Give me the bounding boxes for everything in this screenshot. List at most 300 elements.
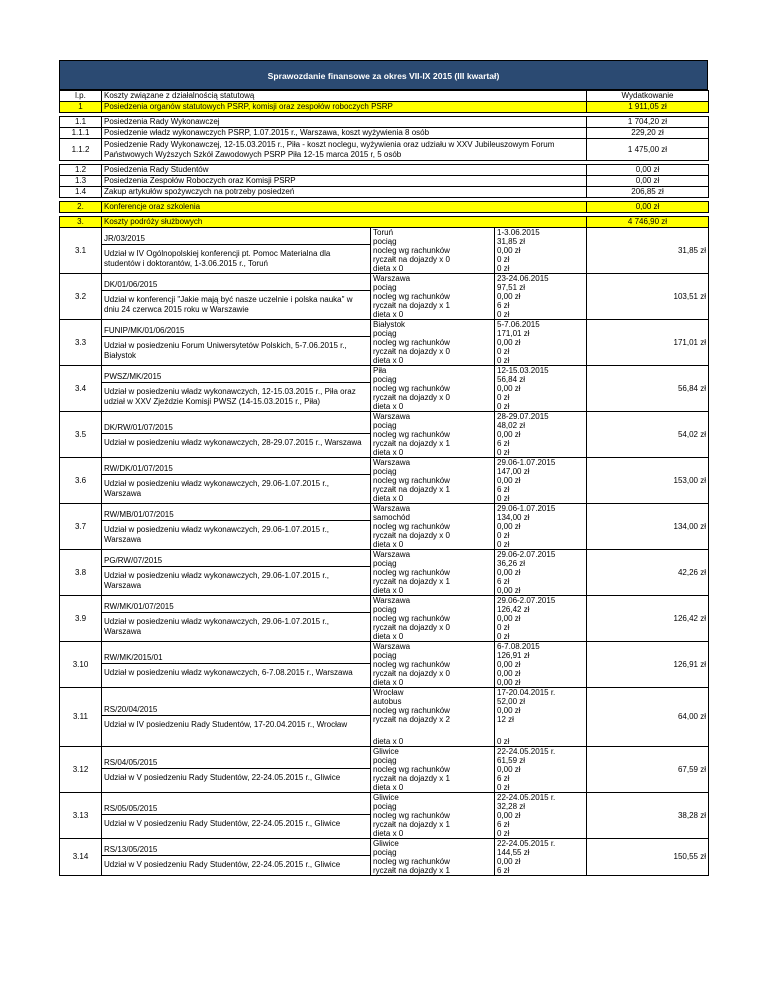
trip-values	[495, 504, 587, 550]
trip-value: 0 zł	[497, 393, 510, 402]
trip-row	[60, 320, 709, 366]
trip-items	[371, 504, 495, 550]
row-lp: 1.3	[60, 176, 102, 187]
trip-item: Gliwice	[373, 839, 399, 848]
trip-value: 6 zł	[497, 577, 510, 586]
trip-desc-text: Udział w posiedzeniu władz wykonawczych, 12-15.03.2015 r., Piła oraz udział w XXV Zjeździe Komisji PWSZ (14-15.03.2015 r., Piła)	[104, 386, 356, 406]
trip-description	[102, 504, 371, 550]
trip-desc-text: Udział w V posiedzeniu Rady Studentów, 22-24.05.2015 r., Gliwice	[104, 772, 341, 782]
trip-item: nocleg wg rachunków	[373, 384, 450, 393]
row-description	[102, 117, 587, 128]
trip-value: 0,00 zł	[497, 476, 521, 485]
trip-code: RS/20/04/2015	[102, 704, 370, 716]
row-amount: 1 475,00 zł	[587, 139, 709, 161]
trip-item: ryczałt na dojazdy x 0	[373, 347, 450, 356]
trip-total: 126,91 zł	[587, 642, 709, 688]
trip-row	[60, 412, 709, 458]
trip-item: dieta x 0	[373, 264, 404, 273]
trip-item: Piła	[373, 366, 387, 375]
trip-value: 0,00 zł	[497, 811, 521, 820]
trip-description	[102, 366, 371, 412]
trip-values	[495, 747, 587, 793]
trip-values	[495, 458, 587, 504]
trip-items	[371, 228, 495, 274]
row-description	[102, 217, 587, 228]
trip-items	[371, 458, 495, 504]
trip-lp: 3.2	[60, 274, 102, 320]
row-text: Posiedzenia Rady Wykonawczej	[104, 117, 220, 126]
trip-description	[102, 839, 371, 876]
section-row	[60, 102, 709, 113]
trip-desc-text: Udział w IV posiedzeniu Rady Studentów, 17-20.04.2015 r., Wrocław	[104, 720, 348, 729]
trip-item: ryczałt na dojazdy x 1	[373, 485, 450, 494]
trip-total: 38,28 zł	[587, 793, 709, 839]
row-lp: 1.4	[60, 187, 102, 198]
trip-item: pociąg	[373, 651, 397, 660]
row-lp: 1.1	[60, 117, 102, 128]
trip-description	[102, 793, 371, 839]
trip-value: 17-20.04.2015 r.	[497, 688, 556, 697]
trip-code: RS/05/05/2015	[102, 803, 370, 815]
trip-code: PG/RW/07/2015	[102, 555, 370, 567]
trip-value: 0 zł	[497, 494, 510, 503]
trip-total: 56,84 zł	[587, 366, 709, 412]
trip-desc-text: Udział w V posiedzeniu Rady Studentów, 22-24.05.2015 r., Gliwice	[104, 860, 341, 869]
trip-value: 56,84 zł	[497, 375, 526, 384]
trip-value: 0,00 zł	[497, 614, 521, 623]
row-amount: 0,00 zł	[587, 202, 709, 213]
trip-value: 0 zł	[497, 255, 510, 264]
section-row	[60, 117, 709, 128]
trip-description	[102, 688, 371, 747]
trip-values	[495, 228, 587, 274]
trip-row	[60, 642, 709, 688]
trip-value: 29.06-2.07.2015	[497, 550, 556, 559]
trip-item: samochód	[373, 513, 410, 522]
trip-item: dieta x 0	[373, 356, 404, 365]
row-description	[102, 102, 587, 113]
trip-total: 31,85 zł	[587, 228, 709, 274]
trip-total: 134,00 zł	[587, 504, 709, 550]
trip-description	[102, 747, 371, 793]
trip-item: ryczałt na dojazdy x 1	[373, 774, 450, 783]
trip-value: 5-7.06.2015	[497, 320, 540, 329]
row-description	[102, 165, 587, 176]
row-amount: 229,20 zł	[587, 128, 709, 139]
trip-value: 97,51 zł	[497, 283, 526, 292]
trip-total: 54,02 zł	[587, 412, 709, 458]
trip-code: DK/RW/01/07/2015	[102, 422, 370, 434]
row-lp: 2.	[60, 202, 102, 213]
row-text: Zakup artykułów spożywczych na potrzeby posiedzeń	[104, 187, 295, 196]
row-amount: 1 704,20 zł	[587, 117, 709, 128]
trip-value	[495, 724, 586, 737]
row-lp: 1.1.2	[60, 139, 102, 161]
trip-row	[60, 688, 709, 747]
trip-value: 28-29.07.2015	[497, 412, 549, 421]
trip-item: ryczałt na dojazdy x 1	[373, 439, 450, 448]
trip-items	[371, 839, 495, 876]
row-text: Posiedzenia Zespołów Roboczych oraz Komisji PSRP	[104, 176, 296, 185]
trip-value: 0,00 zł	[497, 660, 521, 669]
trip-row	[60, 228, 709, 274]
trip-description	[102, 274, 371, 320]
trip-description	[102, 412, 371, 458]
trip-value: 0,00 zł	[497, 706, 521, 715]
trip-item: Gliwice	[373, 747, 399, 756]
trip-code: RS/04/05/2015	[102, 757, 370, 769]
trip-value: 0,00 zł	[497, 338, 521, 347]
trip-item: dieta x 0	[373, 678, 404, 687]
trip-total: 103,51 zł	[587, 274, 709, 320]
trip-item: nocleg wg rachunków	[373, 292, 450, 301]
trip-item: ryczałt na dojazdy x 1	[373, 301, 450, 310]
row-amount: 1 911,05 zł	[587, 102, 709, 113]
trip-value: 6 zł	[497, 439, 510, 448]
trip-desc-text: Udział w posiedzeniu władz wykonawczych, 29.06-1.07.2015 r., Warszawa	[104, 570, 330, 590]
trip-item: pociąg	[373, 467, 397, 476]
trip-value: 6 zł	[497, 866, 510, 875]
trip-item: ryczałt na dojazdy x 0	[373, 393, 450, 402]
trip-lp: 3.12	[60, 747, 102, 793]
trip-item: nocleg wg rachunków	[373, 568, 450, 577]
trip-total: 126,42 zł	[587, 596, 709, 642]
trip-value: 0,00 zł	[497, 568, 521, 577]
trip-item: dieta x 0	[373, 829, 404, 838]
trip-value: 0,00 zł	[497, 857, 521, 866]
trip-item: Warszawa	[373, 504, 411, 513]
trip-value: 36,26 zł	[497, 559, 526, 568]
trip-item: dieta x 0	[373, 586, 404, 595]
trip-value: 0 zł	[497, 540, 510, 549]
row-description	[102, 176, 587, 187]
trip-code: RW/MK/2015/01	[102, 652, 370, 664]
trip-value: 29.06-1.07.2015	[497, 504, 556, 513]
trip-value: 6 zł	[497, 301, 510, 310]
trip-value: 0,00 zł	[497, 384, 521, 393]
trip-code: PWSZ/MK/2015	[102, 371, 370, 383]
trip-values	[495, 688, 587, 747]
trip-desc-text: Udział w konferencji "Jakie mają być nasze uczelnie i polska nauka" w dniu 24 czerwca 2015 roku w Warszawie	[104, 294, 353, 314]
row-amount: 206,85 zł	[587, 187, 709, 198]
trip-value: 12-15.03.2015	[497, 366, 549, 375]
trip-code: JR/03/2015	[102, 233, 370, 245]
section-row	[60, 165, 709, 176]
trip-description	[102, 550, 371, 596]
trip-value: 171,01 zł	[497, 329, 530, 338]
row-lp: 1.2	[60, 165, 102, 176]
trip-value: 61,59 zł	[497, 756, 526, 765]
trip-item: Warszawa	[373, 642, 411, 651]
trip-code: RW/MB/01/07/2015	[102, 509, 370, 521]
row-text-cont: Państwowych Wyższych Szkół Zawodowych PSRP Piła 12-15 marca 2015 r, 5 osób	[104, 149, 402, 159]
trip-item: pociąg	[373, 848, 397, 857]
trip-item: pociąg	[373, 283, 397, 292]
trip-lp: 3.5	[60, 412, 102, 458]
trip-item: dieta x 0	[373, 540, 404, 549]
trip-item: Warszawa	[373, 412, 411, 421]
trip-items	[371, 320, 495, 366]
trip-item: Warszawa	[373, 458, 411, 467]
trip-values	[495, 596, 587, 642]
trip-row	[60, 504, 709, 550]
section-row	[60, 217, 709, 228]
row-description	[102, 139, 587, 161]
trip-item: nocleg wg rachunków	[373, 430, 450, 439]
trip-lp: 3.9	[60, 596, 102, 642]
row-lp: 1	[60, 102, 102, 113]
section-row	[60, 187, 709, 198]
row-amount: 4 746,90 zł	[587, 217, 709, 228]
financial-report-sheet	[59, 60, 708, 876]
trip-value: 1-3.06.2015	[497, 228, 540, 237]
trip-value: 0 zł	[497, 623, 510, 632]
trip-lp: 3.7	[60, 504, 102, 550]
trip-values	[495, 320, 587, 366]
trip-value: 126,91 zł	[497, 651, 530, 660]
section-row	[60, 139, 709, 161]
row-text: Konferencje oraz szkolenia	[104, 202, 201, 211]
trip-value: 144,55 zł	[497, 848, 530, 857]
trip-row	[60, 366, 709, 412]
trip-item: pociąg	[373, 421, 397, 430]
trip-value: 12 zł	[497, 715, 514, 724]
trip-item: ryczałt na dojazdy x 1	[373, 866, 450, 875]
trip-item: pociąg	[373, 237, 397, 246]
trip-desc-text: Udział w posiedzeniu władz wykonawczych, 29.06-1.07.2015 r., Warszawa	[104, 524, 330, 544]
trip-value: 0 zł	[497, 347, 510, 356]
row-text: Posiedzenia organów statutowych PSRP, komisji oraz zespołów roboczych PSRP	[104, 102, 393, 111]
lp-header: l.p.	[60, 91, 102, 102]
trip-item: nocleg wg rachunków	[373, 246, 450, 255]
report-table	[59, 90, 709, 876]
trip-lp: 3.8	[60, 550, 102, 596]
trip-value: 0,00 zł	[497, 430, 521, 439]
trip-item: dieta x 0	[373, 737, 404, 746]
trip-value: 6 zł	[497, 820, 510, 829]
trip-items	[371, 596, 495, 642]
costs-header: Koszty związane z działalnością statutową	[102, 91, 587, 102]
trip-value: 52,00 zł	[497, 697, 526, 706]
trip-value: 0 zł	[497, 356, 510, 365]
trip-value: 126,42 zł	[497, 605, 530, 614]
trip-desc-text: Udział w posiedzeniu Forum Uniwersytetów Polskich, 5-7.06.2015 r., Białystok	[104, 340, 347, 360]
trip-desc-text: Udział w posiedzeniu władz wykonawczych, 29.06-1.07.2015 r., Warszawa	[104, 616, 330, 636]
trip-value: 0 zł	[497, 632, 510, 641]
trip-value: 0 zł	[497, 402, 510, 411]
trip-values	[495, 366, 587, 412]
trip-item: ryczałt na dojazdy x 1	[373, 577, 450, 586]
trip-item: ryczałt na dojazdy x 2	[373, 715, 450, 724]
trip-lp: 3.1	[60, 228, 102, 274]
trip-item	[371, 724, 494, 737]
trip-row	[60, 793, 709, 839]
section-row	[60, 202, 709, 213]
trip-desc-text: Udział w V posiedzeniu Rady Studentów, 22-24.05.2015 r., Gliwice	[104, 818, 341, 828]
trip-item: Białystok	[373, 320, 406, 329]
trip-value: 22-24.05.2015 r.	[497, 793, 556, 802]
row-description	[102, 128, 587, 139]
trip-lp: 3.10	[60, 642, 102, 688]
trip-item: ryczałt na dojazdy x 0	[373, 623, 450, 632]
trip-value: 22-24.05.2015 r.	[497, 747, 556, 756]
trip-value: 0 zł	[497, 829, 510, 838]
trip-item: Warszawa	[373, 596, 411, 605]
trip-item: Wrocław	[373, 688, 404, 697]
report-title: Sprawozdanie finansowe za okres VII-IX 2015 (III kwartał)	[59, 60, 708, 90]
trip-total: 171,01 zł	[587, 320, 709, 366]
trip-items	[371, 366, 495, 412]
trip-row	[60, 550, 709, 596]
trip-items	[371, 412, 495, 458]
trip-value: 0 zł	[497, 310, 510, 319]
row-text: Posiedzenie Rady Wykonawczej, 12-15.03.2015 r., Piła - koszt noclegu, wyżywienia oraz udziału w XXV Jubileuszowym Forum	[104, 139, 555, 149]
row-text: Posiedzenia Rady Studentów	[104, 165, 209, 174]
trip-value: 0,00 zł	[497, 669, 521, 678]
trip-lp: 3.6	[60, 458, 102, 504]
row-text: Koszty podróży służbowych	[104, 217, 203, 226]
trip-item: ryczałt na dojazdy x 1	[373, 820, 450, 829]
trip-items	[371, 747, 495, 793]
trip-value: 23-24.06.2015	[497, 274, 549, 283]
trip-lp: 3.14	[60, 839, 102, 876]
row-text: Posiedzenie władz wykonawczych PSRP, 1.07.2015 r., Warszawa, koszt wyżywienia 8 osób	[104, 128, 430, 137]
trip-item: pociąg	[373, 605, 397, 614]
trip-value: 0,00 zł	[497, 522, 521, 531]
trip-item: dieta x 0	[373, 310, 404, 319]
trip-item: nocleg wg rachunków	[373, 338, 450, 347]
trip-item: dieta x 0	[373, 494, 404, 503]
trip-value: 147,00 zł	[497, 467, 530, 476]
row-lp: 3.	[60, 217, 102, 228]
row-description	[102, 187, 587, 198]
row-description	[102, 202, 587, 213]
trip-item: ryczałt na dojazdy x 0	[373, 255, 450, 264]
trip-value: 0 zł	[497, 531, 510, 540]
trip-description	[102, 458, 371, 504]
trip-item: nocleg wg rachunków	[373, 476, 450, 485]
trip-item: nocleg wg rachunków	[373, 811, 450, 820]
trip-values	[495, 793, 587, 839]
row-amount: 0,00 zł	[587, 176, 709, 187]
trip-total: 153,00 zł	[587, 458, 709, 504]
trip-row	[60, 596, 709, 642]
trip-item: nocleg wg rachunków	[373, 857, 450, 866]
trip-row	[60, 274, 709, 320]
trip-lp: 3.3	[60, 320, 102, 366]
trip-lp: 3.11	[60, 688, 102, 747]
trip-item: nocleg wg rachunków	[373, 706, 450, 715]
trip-item: Warszawa	[373, 550, 411, 559]
trip-item: nocleg wg rachunków	[373, 522, 450, 531]
trip-value: 134,00 zł	[497, 513, 530, 522]
trip-code: DK/01/06/2015	[102, 279, 370, 291]
trip-total: 67,59 zł	[587, 747, 709, 793]
trip-desc-text: Udział w posiedzeniu władz wykonawczych, 29.06-1.07.2015 r., Warszawa	[104, 478, 330, 498]
trip-code: RW/MK/01/07/2015	[102, 601, 370, 613]
trip-value: 0,00 zł	[497, 678, 521, 687]
trip-desc-text: Udział w posiedzeniu władz wykonawczych, 6-7.08.2015 r., Warszawa	[104, 667, 353, 677]
trip-item: pociąg	[373, 756, 397, 765]
trip-value: 0 zł	[497, 448, 510, 457]
trip-item: dieta x 0	[373, 402, 404, 411]
row-lp: 1.1.1	[60, 128, 102, 139]
trip-values	[495, 274, 587, 320]
trip-desc-text: Udział w posiedzeniu władz wykonawczych, 28-29.07.2015 r., Warszawa	[104, 437, 362, 447]
trip-values	[495, 642, 587, 688]
trip-value: 0 zł	[497, 783, 510, 792]
trip-row	[60, 839, 709, 876]
trip-value: 29.06-1.07.2015	[497, 458, 556, 467]
trip-total: 64,00 zł	[587, 688, 709, 747]
trip-item: nocleg wg rachunków	[373, 765, 450, 774]
trip-item: dieta x 0	[373, 632, 404, 641]
trip-lp: 3.13	[60, 793, 102, 839]
trip-items	[371, 793, 495, 839]
trip-description	[102, 642, 371, 688]
trip-item: pociąg	[373, 329, 397, 338]
trip-row	[60, 458, 709, 504]
trip-item: autobus	[373, 697, 402, 706]
trip-item: ryczałt na dojazdy x 0	[373, 669, 450, 678]
trip-value: 48,02 zł	[497, 421, 526, 430]
trip-item: Toruń	[373, 228, 394, 237]
trip-value: 6 zł	[497, 485, 510, 494]
trip-values	[495, 550, 587, 596]
trip-value: 6 zł	[497, 774, 510, 783]
trip-description	[102, 320, 371, 366]
trip-item: pociąg	[373, 802, 397, 811]
trip-item: nocleg wg rachunków	[373, 614, 450, 623]
trip-values	[495, 412, 587, 458]
trip-value: 0 zł	[497, 264, 510, 273]
trip-item: dieta x 0	[373, 448, 404, 457]
trip-desc-text: Udział w IV Ogólnopolskiej konferencji pt. Pomoc Materialna dla studentów i doktorantów, 1-3.06.2015 r., Toruń	[104, 248, 331, 268]
trip-value: 0,00 zł	[497, 246, 521, 255]
trip-value: 0,00 zł	[497, 586, 521, 595]
trip-total: 150,55 zł	[587, 839, 709, 876]
trip-value: 29.06-2.07.2015	[497, 596, 556, 605]
spending-header: Wydatkowanie	[587, 91, 709, 102]
trip-items	[371, 550, 495, 596]
trip-value: 0,00 zł	[497, 292, 521, 301]
trip-item: nocleg wg rachunków	[373, 660, 450, 669]
section-row	[60, 176, 709, 187]
trip-code: RS/13/05/2015	[102, 844, 370, 856]
trip-item: ryczałt na dojazdy x 0	[373, 531, 450, 540]
trip-item: Gliwice	[373, 793, 399, 802]
section-row	[60, 128, 709, 139]
header-row	[60, 91, 709, 102]
trip-item: Warszawa	[373, 274, 411, 283]
trip-items	[371, 274, 495, 320]
row-amount: 0,00 zł	[587, 165, 709, 176]
trip-item: pociąg	[373, 559, 397, 568]
trip-values	[495, 839, 587, 876]
trip-description	[102, 228, 371, 274]
trip-description	[102, 596, 371, 642]
trip-items	[371, 688, 495, 747]
trip-value: 22-24.05.2015 r.	[497, 839, 556, 848]
trip-value: 31,85 zł	[497, 237, 526, 246]
trip-value: 0,00 zł	[497, 765, 521, 774]
trip-lp: 3.4	[60, 366, 102, 412]
trip-value: 32,28 zł	[497, 802, 526, 811]
trip-row	[60, 747, 709, 793]
trip-value: 6-7.08.2015	[497, 642, 540, 651]
trip-value: 0 zł	[497, 737, 510, 746]
trip-total: 42,26 zł	[587, 550, 709, 596]
